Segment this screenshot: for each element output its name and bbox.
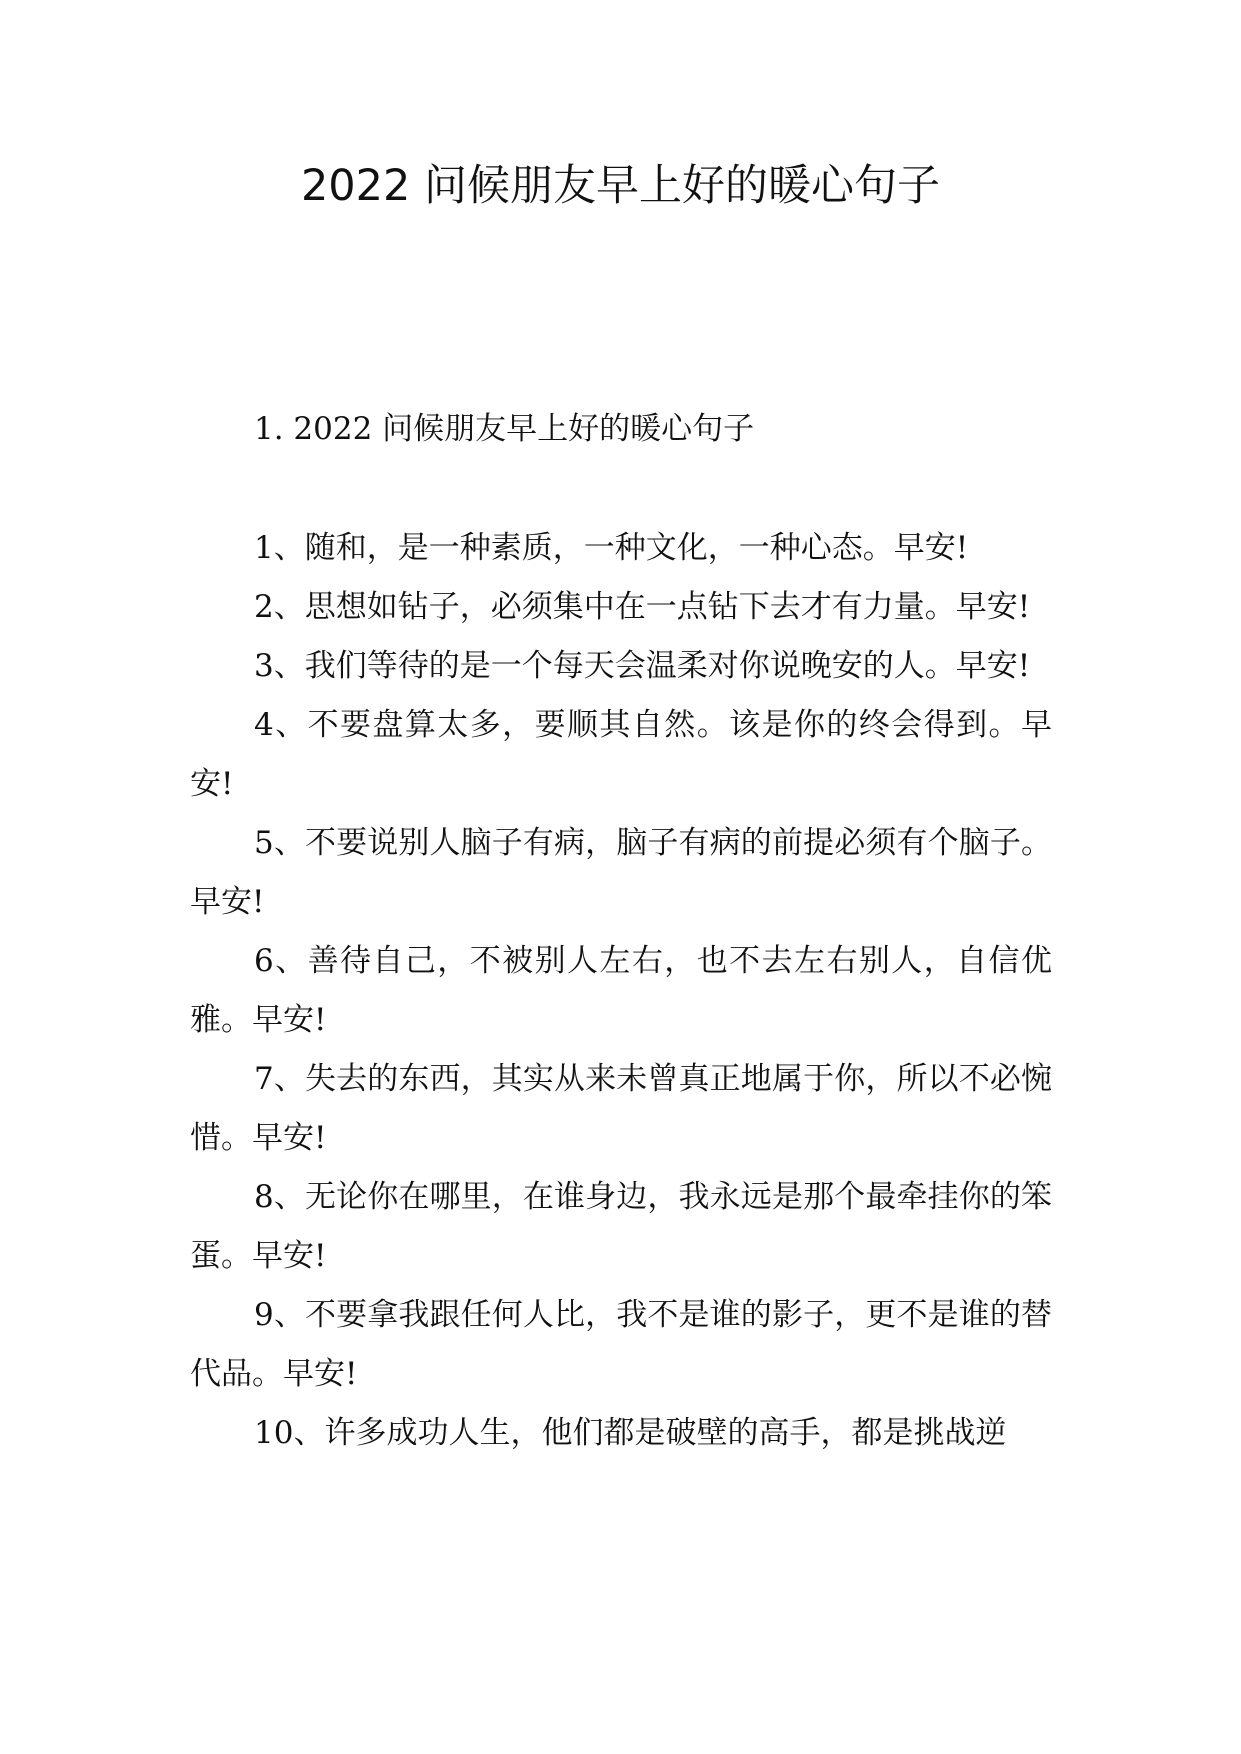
document-title: 2022 问候朋友早上好的暖心句子 (300, 161, 941, 211)
paragraph: 1、随和，是一种素质，一种文化，一种心态。早安! (254, 530, 969, 566)
paragraph: 6、善待自己，不被别人左右，也不去左右别人，自信优雅。早安! (190, 943, 1052, 1038)
paragraph: 2、思想如钻子，必须集中在一点钻下去才有力量。早安! (254, 589, 1031, 625)
section-heading: 1. 2022 问候朋友早上好的暖心句子 (254, 411, 755, 447)
paragraph: 7、失去的东西，其实从来未曾真正地属于你，所以不必惋惜。早安! (190, 1061, 1052, 1156)
paragraph: 9、不要拿我跟任何人比，我不是谁的影子，更不是谁的替代品。早安! (190, 1297, 1052, 1392)
paragraph: 10、许多成功人生，他们都是破壁的高手，都是挑战逆 (254, 1415, 1007, 1451)
paragraph: 3、我们等待的是一个每天会温柔对你说晚安的人。早安! (254, 648, 1031, 684)
paragraph: 5、不要说别人脑子有病，脑子有病的前提必须有个脑子。早安! (190, 825, 1052, 920)
paragraph: 4、不要盘算太多，要顺其自然。该是你的终会得到。早安! (190, 707, 1052, 802)
paragraph: 8、无论你在哪里，在谁身边，我永远是那个最牵挂你的笨蛋。早安! (190, 1179, 1052, 1274)
document-body (190, 400, 1052, 1463)
